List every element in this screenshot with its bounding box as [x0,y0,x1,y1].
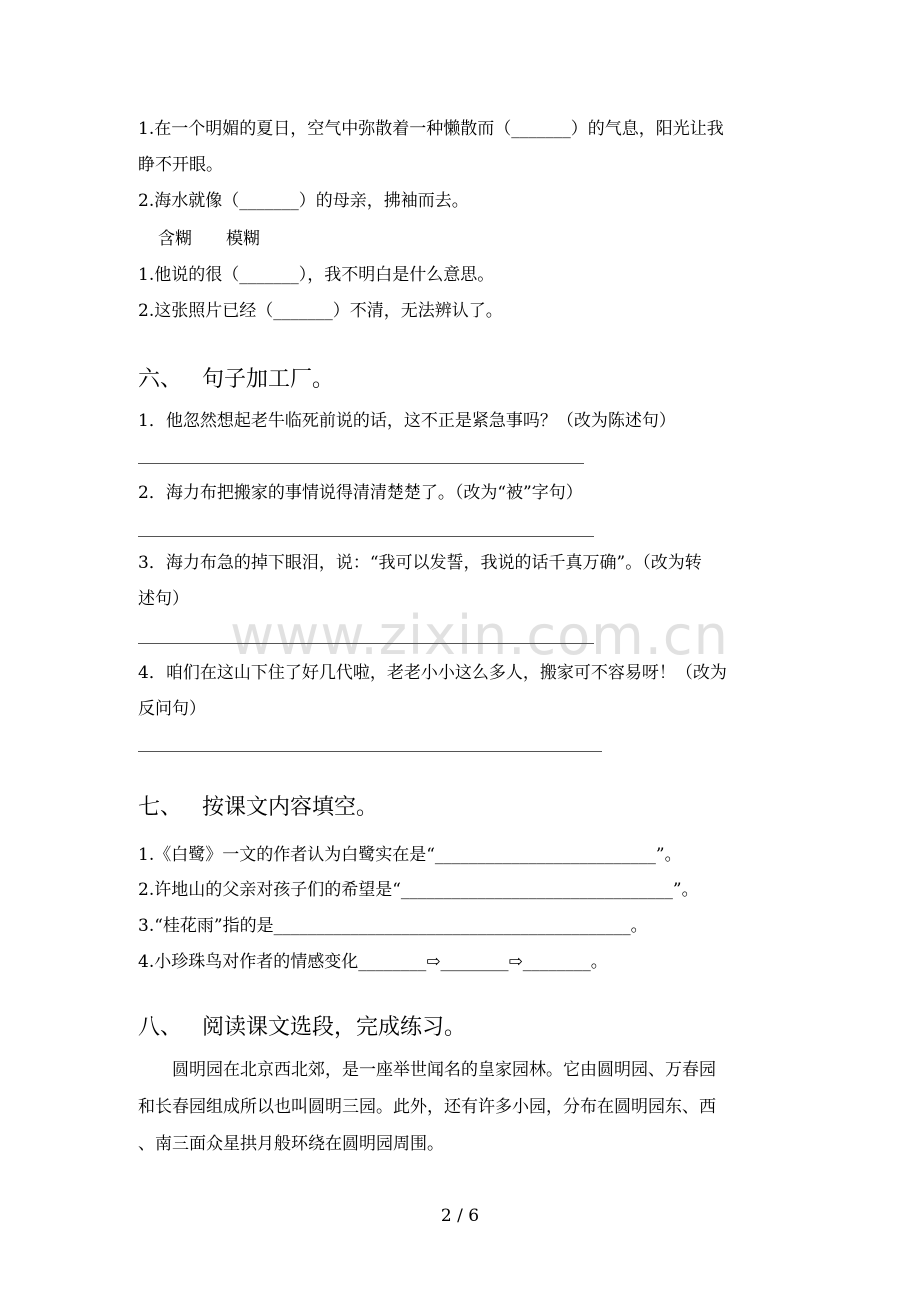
section-title: 阅读课文选段，完成练习。 [202,1015,467,1040]
answer-line[interactable] [138,536,594,537]
question: 反问句） [138,699,206,719]
section-title: 按课文内容填空。 [202,795,379,820]
section-title: 句子加工厂。 [202,367,335,392]
section-number: 七、 [138,795,183,820]
section-heading-7 [138,794,378,822]
text-line: 1.他说的很（_______），我不明白是什么意思。 [138,265,495,285]
question: 述句） [138,589,189,609]
word-choices: 含糊 模糊 [158,229,260,249]
answer-line[interactable] [138,751,602,752]
section-number: 八、 [138,1015,183,1040]
answer-line[interactable] [138,643,594,644]
text-line: 2.海水就像（_______）的母亲，拂袖而去。 [138,191,469,211]
text-line: 2.这张照片已经（_______）不清，无法辨认了。 [138,301,503,321]
question: 2.许地山的父亲对孩子们的希望是“________________________________”。 [138,880,699,900]
question: 4.小珍珠鸟对作者的情感变化________⇨________⇨________。 [138,952,608,972]
question: 1.《白鹭》一文的作者认为白鹭实在是“__________________________”。 [138,845,682,865]
text-line: 睁不开眼。 [138,155,223,175]
paragraph-line: 圆明园在北京西北郊，是一座举世闻名的皇家园林。它由圆明园、万春园 [172,1060,716,1080]
section-heading-6 [138,366,334,394]
answer-line[interactable] [138,463,584,464]
page-number: 2 / 6 [440,1206,480,1226]
question: 3．海力布急的掉下眼泪，说：“我可以发誓，我说的话千真万确”。（改为转 [138,553,702,573]
question: 4．咱们在这山下住了好几代啦，老老小小这么多人，搬家可不容易呀！（改为 [138,663,727,683]
section-number: 六、 [138,367,183,392]
paragraph-line: 和长春园组成所以也叫圆明三园。此外，还有许多小园，分布在圆明园东、西 [138,1097,716,1117]
text-line: 1.在一个明媚的夏日，空气中弥散着一种懒散而（_______）的气息，阳光让我 [138,119,724,139]
section-heading-8 [138,1014,466,1042]
question: 1．他忽然想起老牛临死前说的话，这不正是紧急事吗？（改为陈述句） [138,411,676,431]
question: 2．海力布把搬家的事情说得清清楚楚了。（改为“被”字句） [138,483,583,503]
watermark: www.zixin.com.cn [230,604,729,667]
question: 3.“桂花雨”指的是__________________________________________。 [138,916,648,936]
paragraph-line: 、南三面众星拱月般环绕在圆明园周围。 [138,1134,444,1154]
